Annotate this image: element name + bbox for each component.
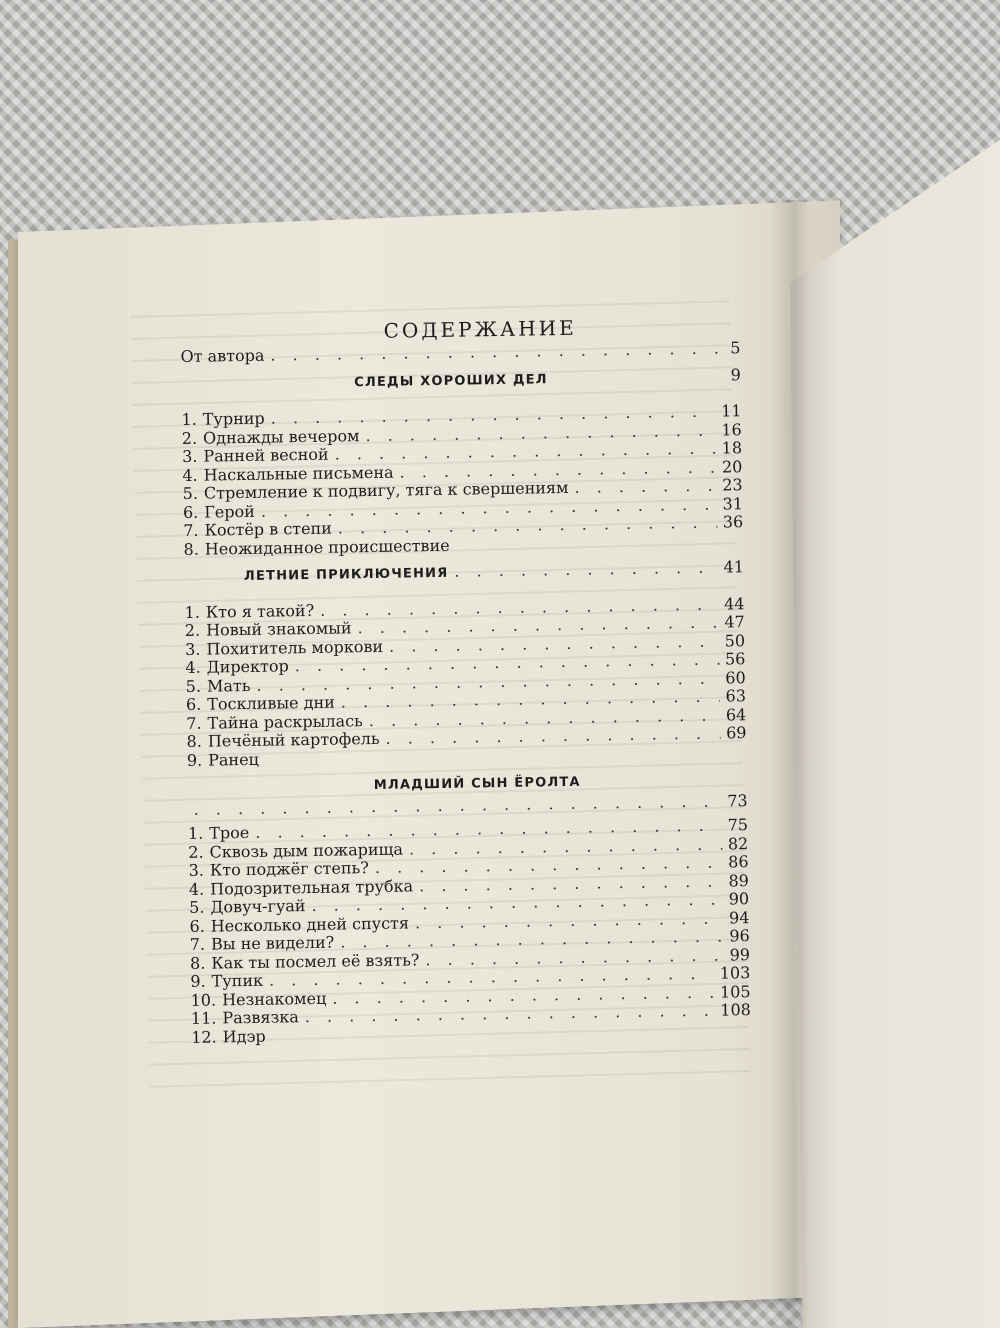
item-page: 105 xyxy=(719,981,751,1002)
toc-intro-page: 5 xyxy=(730,338,741,358)
toc-title: СОДЕРЖАНИЕ xyxy=(383,315,577,343)
item-number: 7. xyxy=(189,934,206,954)
item-page: 96 xyxy=(729,926,750,946)
item-page: 56 xyxy=(724,649,746,669)
item-page: 82 xyxy=(727,833,749,853)
item-number: 2. xyxy=(184,620,201,640)
section-heading: СЛЕДЫ ХОРОШИХ ДЕЛ xyxy=(354,371,548,390)
right-page xyxy=(790,140,1000,1328)
item-label: Герой xyxy=(204,501,255,522)
item-label: Тайна раскрылась xyxy=(207,710,363,733)
section-heading-page: 9 xyxy=(730,364,742,384)
item-page: 11 xyxy=(720,401,742,421)
item-number: 1. xyxy=(181,409,197,429)
item-page: 75 xyxy=(727,815,749,835)
item-number: 3. xyxy=(181,446,198,466)
item-number: 4. xyxy=(185,657,201,677)
item-page: 108 xyxy=(720,1000,752,1020)
item-label: Незнакомец xyxy=(221,988,327,1009)
item-label: Неожиданное происшествие xyxy=(204,535,450,559)
toc-intro-label: От автора xyxy=(180,345,265,366)
item-label: Как ты посмел её взять? xyxy=(211,949,420,973)
item-page: 63 xyxy=(725,686,747,706)
item-number: 3. xyxy=(188,860,205,880)
item-number: 6. xyxy=(185,694,202,714)
item-label: Трое xyxy=(209,822,250,843)
item-label: Новый знакомый xyxy=(205,618,352,640)
item-label: Директор xyxy=(206,656,289,677)
item-page: 31 xyxy=(722,493,744,513)
item-label: Развязка xyxy=(222,1007,299,1028)
item-number: 6. xyxy=(189,916,205,936)
item-label: Идэр xyxy=(222,1026,266,1046)
item-number: 2. xyxy=(188,842,204,862)
item-number: 8. xyxy=(186,731,203,751)
section-heading-page: 73 xyxy=(727,790,748,810)
item-label: Однажды вечером xyxy=(202,425,360,448)
item-number: 5. xyxy=(185,676,202,696)
item-page: 64 xyxy=(725,704,747,724)
item-page: 18 xyxy=(721,438,743,458)
item-number: 8. xyxy=(183,539,199,559)
item-label: Вы не видели? xyxy=(210,932,335,954)
item-number: 9. xyxy=(190,971,206,991)
item-number: 9. xyxy=(186,750,203,770)
item-label: Печёный картофель xyxy=(207,728,380,751)
item-label: Мать xyxy=(206,675,251,696)
item-number: 4. xyxy=(182,465,198,485)
item-number: 3. xyxy=(184,639,201,659)
item-page: 44 xyxy=(723,593,745,613)
item-label: Ранец xyxy=(207,749,260,770)
item-page: 16 xyxy=(721,419,742,440)
item-page: 86 xyxy=(728,852,749,872)
item-label: Турнир xyxy=(202,408,265,429)
item-label: Ранней весной xyxy=(203,444,329,466)
leader-dots xyxy=(574,477,716,498)
book-gutter xyxy=(770,200,810,1328)
item-page: 50 xyxy=(724,630,746,650)
section-heading: МЛАДШИЙ СЫН ЁРОЛТА xyxy=(373,774,581,794)
item-number: 5. xyxy=(189,897,205,917)
item-label: Кто я такой? xyxy=(205,600,315,622)
item-label: Тоскливые дни xyxy=(207,692,335,714)
item-number: 7. xyxy=(183,520,199,540)
item-label: Похититель моркови xyxy=(206,636,384,659)
item-number: 2. xyxy=(181,428,198,448)
item-number: 7. xyxy=(186,713,202,733)
section-heading: ЛЕТНИЕ ПРИКЛЮЧЕНИЯ xyxy=(243,565,449,585)
item-page: 103 xyxy=(719,963,751,983)
item-number: 1. xyxy=(187,823,204,843)
item-label: Довуч-гуай xyxy=(210,896,306,917)
item-page: 94 xyxy=(728,907,750,927)
toc-section-2 xyxy=(184,554,747,770)
item-number: 8. xyxy=(189,953,206,973)
table-of-contents xyxy=(180,313,751,1047)
item-label: Тупик xyxy=(211,970,264,991)
item-page: 20 xyxy=(721,456,743,477)
item-number: 6. xyxy=(182,502,199,522)
item-page: 89 xyxy=(728,870,749,890)
item-number: 1. xyxy=(184,602,200,622)
item-number: 5. xyxy=(182,483,199,503)
item-page: 36 xyxy=(722,512,744,532)
item-page: 60 xyxy=(725,667,746,687)
item-label: Кто поджёг степь? xyxy=(209,858,370,880)
item-page: 69 xyxy=(726,723,747,743)
item-page: 23 xyxy=(722,475,743,495)
item-number: 12. xyxy=(191,1027,217,1047)
item-page: 90 xyxy=(728,889,750,909)
item-label: Стремление к подвигу, тяга к свершениям xyxy=(203,477,569,503)
toc-section-3 xyxy=(187,765,751,1047)
item-number: 11. xyxy=(190,1008,217,1028)
item-number: 10. xyxy=(190,990,217,1010)
item-label: Наскальные письмена xyxy=(203,462,394,485)
leader-dots xyxy=(454,559,717,582)
item-number: 4. xyxy=(188,879,205,899)
item-label: Сквозь дым пожарища xyxy=(209,839,404,862)
section-heading-page: 41 xyxy=(723,557,745,577)
item-label: Несколько дней спустя xyxy=(210,912,410,936)
toc-section-1 xyxy=(181,362,744,559)
item-page: 47 xyxy=(724,612,745,632)
item-label: Костёр в степи xyxy=(204,518,332,540)
item-page: 99 xyxy=(729,944,751,964)
item-label: Подозрительная трубка xyxy=(210,875,414,899)
